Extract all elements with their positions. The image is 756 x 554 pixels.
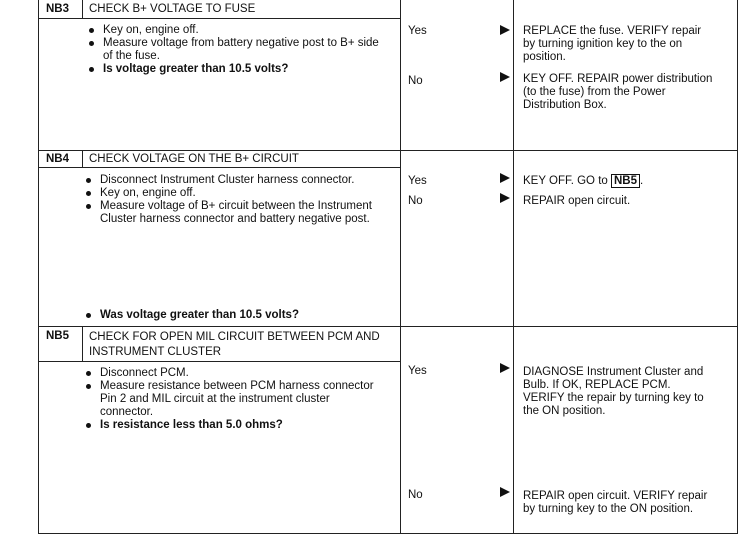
arrow-icon xyxy=(500,193,510,203)
bullet-question: Is voltage greater than 10.5 volts? xyxy=(83,63,389,76)
nb4-title-underline xyxy=(38,167,400,168)
answer-label: Yes xyxy=(408,25,427,37)
step-bullets xyxy=(83,24,389,76)
bullet-item: Key on, engine off. xyxy=(80,187,372,200)
arrow-icon xyxy=(500,173,510,183)
table-bottom-border xyxy=(38,533,738,534)
nb5-title-underline xyxy=(38,361,400,362)
bullet-question: Was voltage greater than 10.5 volts? xyxy=(80,309,400,322)
arrow-icon xyxy=(500,72,510,82)
step-id: NB3 xyxy=(46,3,70,15)
answer-label: Yes xyxy=(408,365,427,377)
bullet-item: Disconnect PCM. xyxy=(80,367,380,380)
answer-action: REPLACE the fuse. VERIFY repair by turning ignition key to the on position. xyxy=(523,25,702,63)
step-title: CHECK FOR OPEN MIL CIRCUIT BETWEEN PCM AND INSTRUMENT CLUSTER xyxy=(89,331,380,358)
answer-label: No xyxy=(408,195,423,207)
step-bullets xyxy=(80,367,380,432)
answer-action xyxy=(523,174,713,188)
answer-action: DIAGNOSE Instrument Cluster and Bulb. If OK, REPLACE PCM. VERIFY the repair by turning key to the ON position. xyxy=(523,366,704,417)
action-text: KEY OFF. GO to xyxy=(523,175,611,187)
answer-label: No xyxy=(408,489,423,501)
row-divider xyxy=(38,326,738,327)
bullet-item: Measure voltage of B+ circuit between the Instrument Cluster harness connector and battery negative post. xyxy=(80,200,372,226)
row-divider xyxy=(38,150,738,151)
bullet-item: Measure voltage from battery negative post to B+ side of the fuse. xyxy=(83,37,389,63)
answer-label: No xyxy=(408,75,423,87)
bullet-item: Measure resistance between PCM harness connector Pin 2 and MIL circuit at the instrument cluster connector. xyxy=(80,380,380,419)
nb3-title-underline xyxy=(38,18,400,19)
action-text: . xyxy=(640,175,644,187)
bullet-item: Disconnect Instrument Cluster harness connector. xyxy=(80,174,372,187)
step-id: NB4 xyxy=(46,153,70,165)
arrow-icon xyxy=(500,25,510,35)
answer-action: REPAIR open circuit. VERIFY repair by turning key to the ON position. xyxy=(523,490,708,515)
step-id: NB5 xyxy=(46,330,70,342)
result-column-divider xyxy=(513,0,514,534)
table-left-border xyxy=(38,0,39,534)
answer-action: KEY OFF. REPAIR power distribution (to the fuse) from the Power Distribution Box. xyxy=(523,73,713,111)
step-title: CHECK VOLTAGE ON THE B+ CIRCUIT xyxy=(89,153,299,165)
step-bullets xyxy=(80,174,372,226)
id-column-divider xyxy=(82,327,83,361)
bullet-item: Key on, engine off. xyxy=(83,24,389,37)
step-title: CHECK B+ VOLTAGE TO FUSE xyxy=(89,3,256,15)
answer-action: REPAIR open circuit. xyxy=(523,195,631,207)
bullet-question: Is resistance less than 5.0 ohms? xyxy=(80,419,380,432)
table-right-border xyxy=(737,0,738,534)
step-bullets-question xyxy=(80,309,400,322)
arrow-icon xyxy=(500,363,510,373)
arrow-icon xyxy=(500,487,510,497)
answer-label: Yes xyxy=(408,175,427,187)
id-column-divider xyxy=(82,150,83,167)
id-column-divider xyxy=(82,0,83,18)
test-column-divider xyxy=(400,0,401,534)
step-reference-link[interactable]: NB5 xyxy=(611,174,640,188)
